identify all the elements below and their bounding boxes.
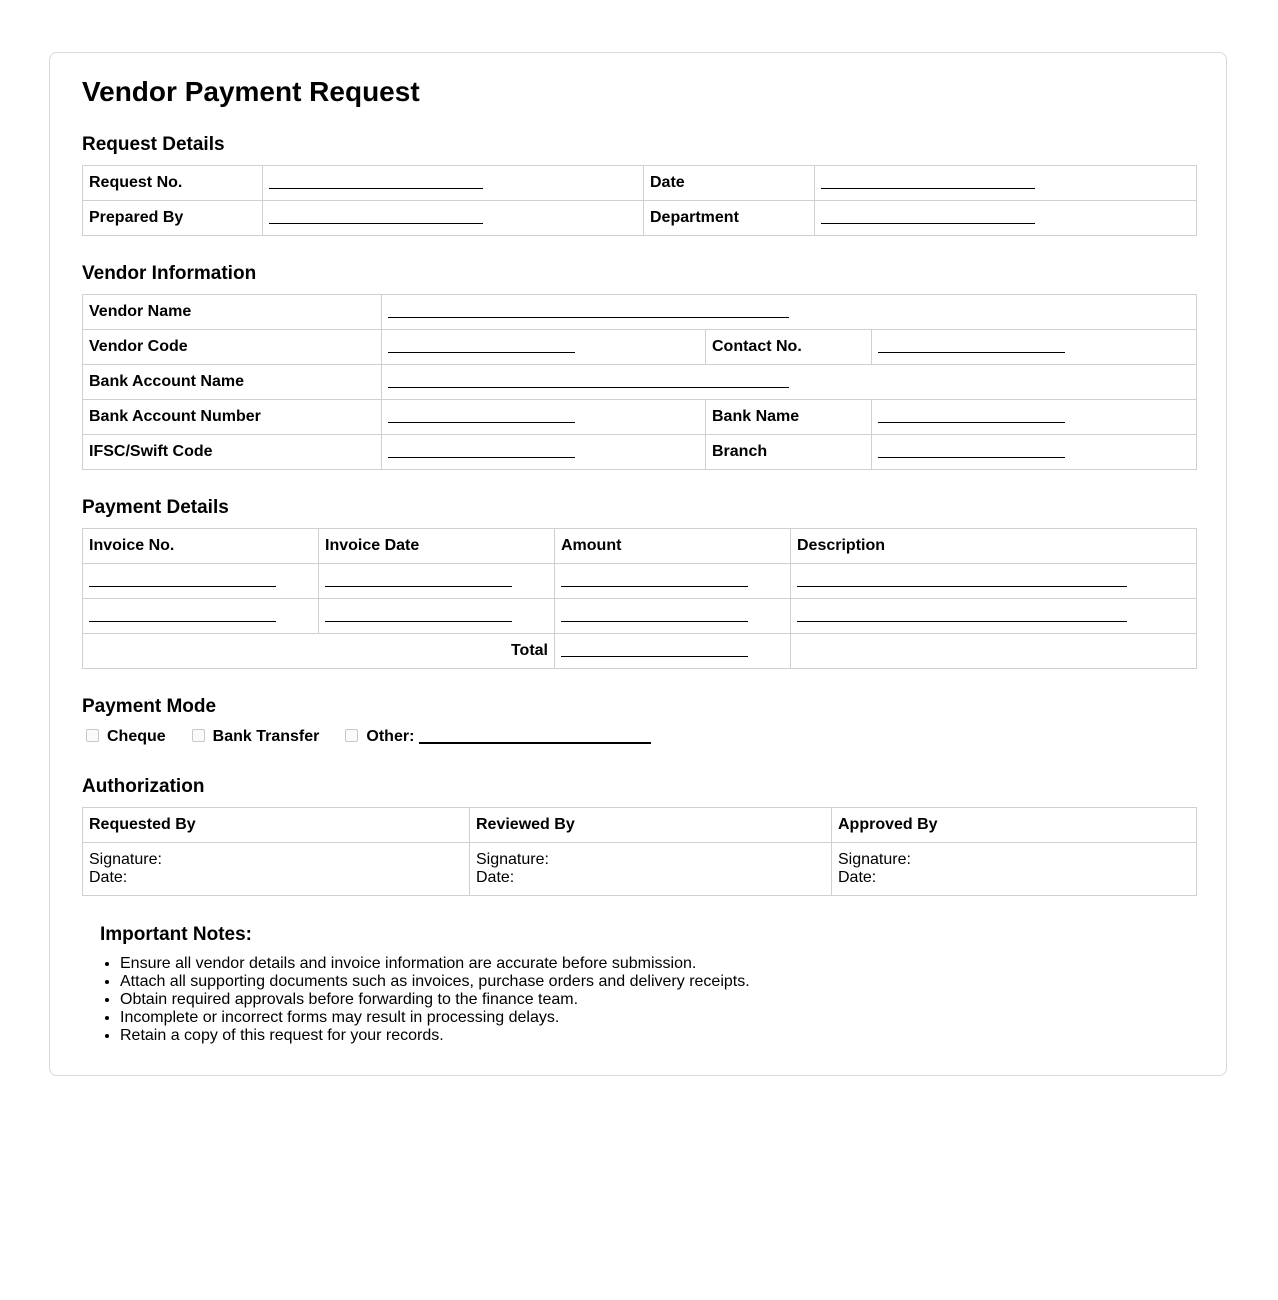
column-header-reviewed-by: Reviewed By (470, 808, 832, 843)
form-title: Vendor Payment Request (82, 76, 420, 107)
contact-no-label: Contact No. (706, 330, 872, 365)
fill-line (388, 377, 789, 388)
bank-account-name-label: Bank Account Name (83, 365, 382, 400)
description-field[interactable] (791, 599, 1197, 634)
requested-by-signature-cell[interactable] (83, 843, 470, 896)
total-label: Total (83, 634, 555, 669)
bank-transfer-label: Bank Transfer (212, 728, 320, 745)
fill-line (878, 342, 1065, 353)
bank-account-number-field[interactable] (382, 400, 706, 435)
fill-line (388, 342, 575, 353)
vendor-info-heading: Vendor Information (82, 263, 257, 284)
payment-mode-bank-transfer[interactable] (188, 728, 320, 746)
amount-field[interactable] (555, 599, 791, 634)
table-row (83, 295, 1197, 330)
vendor-info-table (82, 294, 1197, 470)
list-item: • Incomplete or incorrect forms may result in processing delays. (120, 1009, 1020, 1027)
department-field[interactable] (815, 201, 1197, 236)
signature-label: Signature: (838, 851, 911, 868)
list-item: • Retain a copy of this request for your records. (120, 1027, 1020, 1045)
fill-line (821, 213, 1035, 224)
total-empty-cell (791, 634, 1197, 669)
payment-mode-heading: Payment Mode (82, 696, 217, 717)
approved-by-signature-cell[interactable] (832, 843, 1197, 896)
vendor-code-label: Vendor Code (83, 330, 382, 365)
cheque-label: Cheque (107, 728, 166, 745)
fill-line (797, 611, 1127, 622)
fill-line (89, 576, 276, 587)
ifsc-label: IFSC/Swift Code (83, 435, 382, 470)
request-no-field[interactable] (263, 166, 644, 201)
contact-no-field[interactable] (872, 330, 1197, 365)
table-row (83, 634, 1197, 669)
column-header-amount: Amount (555, 529, 791, 564)
list-item: • Ensure all vendor details and invoice information are accurate before submission. (120, 955, 1020, 973)
column-header-requested-by: Requested By (83, 808, 470, 843)
table-header-row (83, 529, 1197, 564)
invoice-no-field[interactable] (83, 599, 319, 634)
bank-account-number-label: Bank Account Number (83, 400, 382, 435)
fill-line (878, 447, 1065, 458)
date-field[interactable] (815, 166, 1197, 201)
fill-line (388, 307, 789, 318)
table-row (83, 435, 1197, 470)
notes-heading: Important Notes: (100, 924, 252, 945)
ifsc-field[interactable] (382, 435, 706, 470)
list-item: • Attach all supporting documents such as invoices, purchase orders and delivery receipts. (120, 973, 1020, 991)
payment-mode-options (82, 726, 673, 748)
prepared-by-field[interactable] (263, 201, 644, 236)
vendor-code-field[interactable] (382, 330, 706, 365)
table-row (83, 166, 1197, 201)
invoice-date-field[interactable] (319, 599, 555, 634)
reviewed-by-signature-cell[interactable] (470, 843, 832, 896)
cheque-checkbox[interactable] (86, 729, 99, 742)
bank-name-field[interactable] (872, 400, 1197, 435)
table-row (83, 201, 1197, 236)
table-row (83, 365, 1197, 400)
table-row (83, 564, 1197, 599)
fill-line (388, 412, 575, 423)
list-item: • Obtain required approvals before forwarding to the finance team. (120, 991, 1020, 1009)
request-details-heading: Request Details (82, 134, 225, 155)
signature-label: Signature: (476, 851, 549, 868)
fill-line (388, 447, 575, 458)
fill-line (878, 412, 1065, 423)
column-header-invoice-no: Invoice No. (83, 529, 319, 564)
table-row (83, 599, 1197, 634)
fill-line (269, 213, 483, 224)
column-header-approved-by: Approved By (832, 808, 1197, 843)
other-label: Other: (366, 728, 415, 745)
payment-details-heading: Payment Details (82, 497, 229, 518)
fill-line (89, 611, 276, 622)
date-label: Date (644, 166, 815, 201)
request-no-label: Request No. (83, 166, 263, 201)
authorization-heading: Authorization (82, 776, 205, 797)
form-card (49, 52, 1227, 1076)
fill-line (797, 576, 1127, 587)
table-row (83, 330, 1197, 365)
bank-name-label: Bank Name (706, 400, 872, 435)
payment-details-table (82, 528, 1197, 669)
date-label: Date: (838, 869, 877, 886)
branch-field[interactable] (872, 435, 1197, 470)
bank-transfer-checkbox[interactable] (192, 729, 205, 742)
fill-line (269, 178, 483, 189)
fill-line (325, 576, 512, 587)
notes-list (100, 955, 1020, 1045)
invoice-no-field[interactable] (83, 564, 319, 599)
fill-line (325, 611, 512, 622)
date-label: Date: (89, 869, 128, 886)
column-header-description: Description (791, 529, 1197, 564)
department-label: Department (644, 201, 815, 236)
authorization-table (82, 807, 1197, 896)
payment-mode-other[interactable] (341, 728, 651, 746)
payment-mode-cheque[interactable] (82, 728, 166, 746)
vendor-name-label: Vendor Name (83, 295, 382, 330)
column-header-invoice-date: Invoice Date (319, 529, 555, 564)
other-input-line[interactable] (419, 730, 651, 744)
table-header-row (83, 808, 1197, 843)
signature-label: Signature: (89, 851, 162, 868)
table-row (83, 843, 1197, 896)
vendor-name-field[interactable] (382, 295, 1197, 330)
fill-line (561, 576, 748, 587)
fill-line (561, 646, 748, 657)
description-field[interactable] (791, 564, 1197, 599)
fill-line (561, 611, 748, 622)
branch-label: Branch (706, 435, 872, 470)
invoice-date-field[interactable] (319, 564, 555, 599)
bank-account-name-field[interactable] (382, 365, 1197, 400)
request-details-table (82, 165, 1197, 236)
table-row (83, 400, 1197, 435)
prepared-by-label: Prepared By (83, 201, 263, 236)
other-checkbox[interactable] (345, 729, 358, 742)
date-label: Date: (476, 869, 515, 886)
amount-field[interactable] (555, 564, 791, 599)
fill-line (821, 178, 1035, 189)
total-field[interactable] (555, 634, 791, 669)
